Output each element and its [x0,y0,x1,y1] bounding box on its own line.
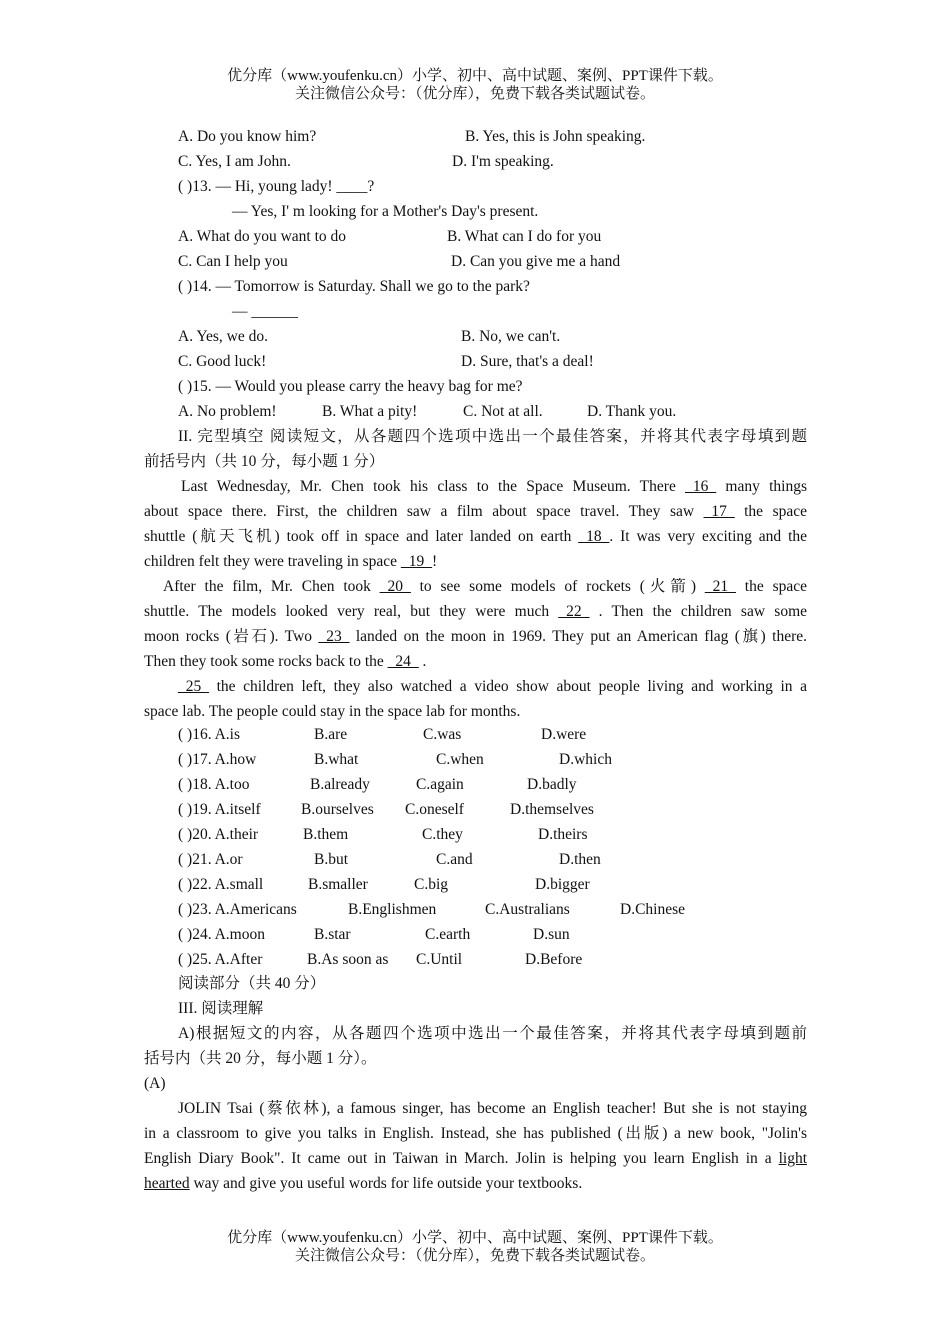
q15-stem: ( )15. — Would you please carry the heavy bag for me? [178,378,523,395]
option-23-c: C.Australians [485,901,570,918]
passage-line: space lab. The people could stay in the space lab for months. [144,703,521,720]
section-3-title: III. 阅读理解 [178,1000,264,1017]
underlined-light: light [778,1150,807,1167]
q14-option-d: D. Sure, that's a deal! [461,353,594,370]
passage-line: _25_ the children left, they also watched a video show about people living and working in a [178,678,808,695]
option-22-c: C.big [414,876,449,893]
q13-option-b: B. What can I do for you [447,228,602,245]
q12-option-d: D. I'm speaking. [452,153,554,170]
option-20-c: C.they [422,826,463,843]
q13-option-a: A. What do you want to do [178,228,347,245]
option-20-a: ( )20. A.their [178,826,259,843]
reading-instr-line-2: 括号内（共 20 分，每小题 1 分）。 [144,1050,377,1067]
option-16-d: D.were [541,726,587,743]
option-20-b: B.them [303,826,349,843]
option-17-a: ( )17. A.how [178,751,257,768]
option-25-c: C.Until [416,951,463,968]
q13-stem: ( )13. — Hi, young lady! ____? [178,178,375,195]
option-21-c: C.and [436,851,473,868]
passage-line: After the film, Mr. Chen took _20_ to see some models of rockets (火箭) _21_ the space [163,578,807,595]
blank-18: _18_ [578,528,610,545]
option-23-d: D.Chinese [620,901,686,918]
option-18-c: C.again [416,776,464,793]
q12-option-b: B. Yes, this is John speaking. [465,128,646,145]
section-2-line-2: 前括号内（共 10 分，每小题 1 分） [144,453,385,470]
header-line-1: 优分库（www.youfenku.cn）小学、初中、高中试题、案例、PPT课件下载。 [227,68,723,84]
passage-line: moon rocks (岩石). Two _23_ landed on the moon in 1969. They put an American flag (旗) there. [144,628,807,645]
q13-option-c: C. Can I help you [178,253,288,270]
option-25-d: D.Before [525,951,583,968]
header-line-2: 关注微信公众号：（优分库），免费下载各类试题试卷。 [294,86,655,102]
passage-a-line: English Diary Book". It came out in Taiwan in March. Jolin is helping you learn English in a light [144,1150,807,1167]
option-21-d: D.then [559,851,601,868]
option-17-b: B.what [314,751,359,768]
option-19-a: ( )19. A.itself [178,801,261,818]
reading-instr-line-1: A)根据短文的内容，从各题四个选项中选出一个最佳答案，并将其代表字母填到题前 [178,1025,807,1042]
option-21-a: ( )21. A.or [178,851,243,868]
footer-line-1: 优分库（www.youfenku.cn）小学、初中、高中试题、案例、PPT课件下载。 [227,1230,723,1246]
passage-line: children felt they were traveling in space _19_! [144,553,438,570]
option-22-a: ( )22. A.small [178,876,264,893]
option-17-c: C.when [436,751,484,768]
cloze-passage [144,474,807,724]
section-2-line-1: II. 完型填空 阅读短文，从各题四个选项中选出一个最佳答案，并将其代表字母填到题 [178,428,807,445]
option-18-a: ( )18. A.too [178,776,250,793]
underlined-hearted: hearted [144,1175,190,1192]
q12-option-c: C. Yes, I am John. [178,153,291,170]
option-19-c: C.oneself [405,801,464,818]
option-18-b: B.already [310,776,370,793]
page-header [0,67,950,103]
passage-a-line: hearted way and give you useful words for life outside your textbooks. [144,1175,583,1192]
passage-a [144,1096,807,1196]
blank-20: _20_ [379,578,411,595]
option-24-b: B.star [314,926,351,943]
blank-19: _19_ [400,553,432,570]
option-22-d: D.bigger [535,876,590,893]
option-16-c: C.was [423,726,462,743]
blank-17: _17_ [703,503,735,520]
passage-line: about space there. First, the children saw a film about space travel. They saw _17_ the space [144,503,808,520]
blank-21: _21_ [704,578,736,595]
option-23-a: ( )23. A.Americans [178,901,297,918]
option-23-b: B.Englishmen [348,901,437,918]
option-17-d: D.which [559,751,612,768]
blank-22: _22_ [558,603,590,620]
cloze-options [0,725,950,975]
q14-option-b: B. No, we can't. [461,328,561,345]
q15-option-a: A. No problem! [178,403,277,420]
option-19-d: D.themselves [510,801,594,818]
q14-stem: ( )14. — Tomorrow is Saturday. Shall we go to the park? [178,278,530,295]
reading-part-title: 阅读部分（共 40 分） [178,975,326,992]
blank-23: _23_ [318,628,350,645]
blank-25: _25_ [178,678,209,695]
q15-option-d: D. Thank you. [587,403,677,420]
q14-option-c: C. Good luck! [178,353,267,370]
option-16-b: B.are [314,726,348,743]
passage-a-line: in a classroom to give you talks in English. Instead, she has published (出版) a new book, "Jolin's [144,1125,807,1142]
q14-option-a: A. Yes, we do. [178,328,268,345]
option-24-c: C.earth [425,926,471,943]
footer-line-2: 关注微信公众号：（优分库），免费下载各类试题试卷。 [294,1248,655,1264]
option-22-b: B.smaller [308,876,368,893]
q13-reply: — Yes, I' m looking for a Mother's Day's present. [232,203,539,220]
option-25-a: ( )25. A.After [178,951,263,968]
option-24-a: ( )24. A.moon [178,926,265,943]
q12-option-a: A. Do you know him? [178,128,317,145]
q15-option-c: C. Not at all. [463,403,543,420]
passage-a-line: JOLIN Tsai (蔡依林), a famous singer, has become an English teacher! But she is not staying [178,1100,807,1117]
passage-line: shuttle. The models looked very real, but they were much _22_ . Then the children saw some [144,603,808,620]
option-19-b: B.ourselves [301,801,374,818]
option-21-b: B.but [314,851,349,868]
passage-line: Then they took some rocks back to the _24_ . [144,653,427,670]
option-18-d: D.badly [527,776,577,793]
blank-16: _16_ [685,478,717,495]
passage-line: shuttle (航天飞机) took off in space and later landed on earth _18_. It was very exciting and the [144,528,807,545]
section-2-instructions [144,424,807,474]
q14-reply: — ______ [232,303,298,320]
blank-24: _24_ [387,653,419,670]
option-16-a: ( )16. A.is [178,726,240,743]
option-25-b: B.As soon as [307,951,389,968]
passage-line: Last Wednesday, Mr. Chen took his class to the Space Museum. There _16_ many things [181,478,807,495]
page-footer [0,1229,950,1265]
option-24-d: D.sun [533,926,570,943]
option-20-d: D.theirs [538,826,588,843]
q15-option-b: B. What a pity! [322,403,418,420]
reading-instructions [144,1021,807,1071]
passage-a-label: (A) [144,1075,166,1092]
q13-option-d: D. Can you give me a hand [451,253,621,270]
